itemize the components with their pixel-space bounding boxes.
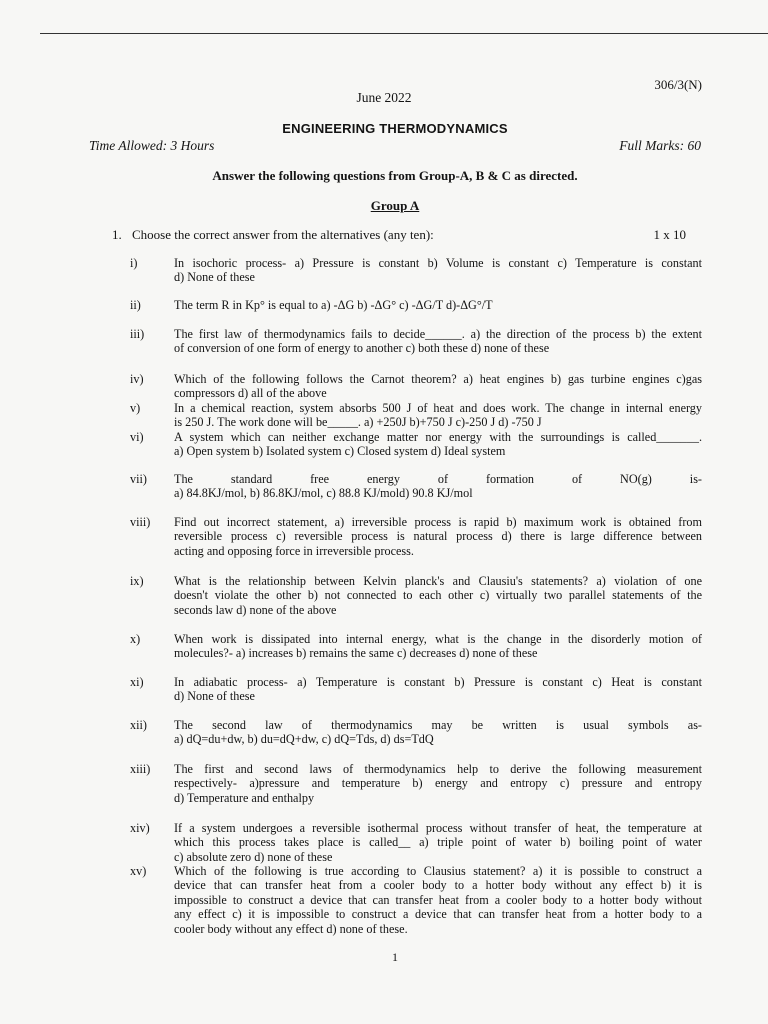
item-text-line: is 250 J. The work done will be_____. a) +250J b)+750 J c)-250 J d) -750 J xyxy=(174,415,542,430)
item-numeral: xi) xyxy=(130,675,144,689)
item-text-line: Find out incorrect statement, a) irreversible process is rapid b) maximum work is obtained from xyxy=(174,515,702,529)
item-numeral: xii) xyxy=(130,718,147,732)
item-text xyxy=(174,675,702,704)
item-text-line: Which of the following follows the Carnot theorem? a) heat engines b) gas turbine engines c)gas xyxy=(174,372,702,386)
top-rule xyxy=(40,33,768,34)
instruction: Answer the following questions from Group-A, B & C as directed. xyxy=(212,168,578,183)
item-numeral: v) xyxy=(130,401,141,415)
item-numeral: vi) xyxy=(130,430,144,444)
item-text-line: c) absolute zero d) none of these xyxy=(174,849,333,864)
item-text-line: a) Open system b) Isolated system c) Closed system d) Ideal system xyxy=(174,444,506,459)
item-text xyxy=(174,864,702,936)
exam-date: June 2022 xyxy=(356,90,412,105)
item-numeral: i) xyxy=(130,256,138,270)
item-text-line: When work is dissipated into internal energy, what is the change in the disorderly motion of xyxy=(174,632,702,646)
item-numeral: xv) xyxy=(130,864,147,878)
item-text-line: which this process takes place is called__ a) triple point of water b) boiling point of water xyxy=(174,835,702,850)
item-text xyxy=(174,327,702,356)
item-text-line: In a chemical reaction, system absorbs 500 J of heat and does work. The change in internal energy xyxy=(174,401,702,415)
item-text-line: respectively- a)pressure and temperature b) energy and entropy c) pressure and entropy xyxy=(174,776,702,791)
time-allowed: Time Allowed: 3 Hours xyxy=(89,138,215,153)
item-numeral: xiii) xyxy=(130,762,151,776)
item-text-line: any effect c) it is impossible to construct a device that can transfer heat from a hotter body to a xyxy=(174,907,702,922)
item-text xyxy=(174,401,702,430)
item-text xyxy=(174,430,702,459)
item-text-line: The first law of thermodynamics fails to decide______. a) the direction of the process b) the extent xyxy=(174,327,702,341)
item-text-line: d) None of these xyxy=(174,689,255,704)
item-numeral: vii) xyxy=(130,472,147,486)
paper-code: 306/3(N) xyxy=(654,77,702,92)
item-text xyxy=(174,718,702,747)
item-text-line: The first and second laws of thermodynamics help to derive the following measurement xyxy=(174,762,702,776)
question-marks: 1 x 10 xyxy=(653,227,686,242)
item-numeral: xiv) xyxy=(130,821,150,835)
item-text-line: seconds law d) none of the above xyxy=(174,602,337,617)
item-text-line: impossible to construct a device that can transfer heat from a cooler body to a hotter body without xyxy=(174,892,702,907)
item-text xyxy=(174,632,702,661)
item-text-line: d) Temperature and enthalpy xyxy=(174,790,315,805)
item-text xyxy=(174,298,702,312)
item-text xyxy=(174,821,702,864)
page-number: 1 xyxy=(392,950,398,964)
item-numeral: ii) xyxy=(130,298,141,312)
exam-title: ENGINEERING THERMODYNAMICS xyxy=(282,121,508,136)
question-text: Choose the correct answer from the alternatives (any ten): xyxy=(132,227,434,242)
item-text-line: The term R in Kp° is equal to a) -ΔG b) -ΔG° c) -ΔG/T d)-ΔG°/T xyxy=(174,298,493,312)
item-text-line: a) 84.8KJ/mol, b) 86.8KJ/mol, c) 88.8 KJ/mold) 90.8 KJ/mol xyxy=(174,486,473,501)
item-text-line: The second law of thermodynamics may be written is usual symbols as- xyxy=(174,718,702,732)
item-text xyxy=(174,372,702,401)
group-heading: Group A xyxy=(370,198,420,213)
item-text-line: compressors d) all of the above xyxy=(174,386,327,401)
item-text-line: If a system undergoes a reversible isothermal process without transfer of heat, the temperature at xyxy=(174,821,702,835)
item-numeral: x) xyxy=(130,632,141,646)
item-text-line: A system which can neither exchange matter nor energy with the surroundings is called_______. xyxy=(174,430,702,444)
item-text-line: What is the relationship between Kelvin planck's and Clausiu's statements? a) violation of one xyxy=(174,574,702,588)
item-text-line: cooler body without any effect d) none of these. xyxy=(174,921,408,936)
full-marks: Full Marks: 60 xyxy=(619,138,701,153)
item-numeral: ix) xyxy=(130,574,144,588)
item-text-line: acting and opposing force in irreversible process. xyxy=(174,543,414,558)
item-text xyxy=(174,515,702,558)
item-numeral: iii) xyxy=(130,327,145,341)
item-text-line: Which of the following is true according to Clausius statement? a) it is possible to construct a xyxy=(174,864,702,878)
question-1 xyxy=(112,227,434,243)
item-text xyxy=(174,472,702,501)
item-numeral: viii) xyxy=(130,515,151,529)
item-text-line: d) None of these xyxy=(174,270,255,285)
item-text-line: In adiabatic process- a) Temperature is constant b) Pressure is constant c) Heat is constant xyxy=(174,675,702,689)
item-text-line: of conversion of one form of energy to another c) both these d) none of these xyxy=(174,341,550,356)
item-text-line: device that can transfer heat from a cooler body to a hotter body without any effect b) it is xyxy=(174,878,702,893)
item-text-line: doesn't violate the other b) not connected to each other c) virtually two parallel statements of the xyxy=(174,588,702,603)
item-text-line: The standard free energy of formation of NO(g) is- xyxy=(174,472,702,486)
item-text xyxy=(174,574,702,617)
item-numeral: iv) xyxy=(130,372,144,386)
item-text-line: In isochoric process- a) Pressure is constant b) Volume is constant c) Temperature is constant xyxy=(174,256,702,270)
item-text-line: a) dQ=du+dw, b) du=dQ+dw, c) dQ=Tds, d) ds=TdQ xyxy=(174,732,434,747)
item-text-line: reversible process c) reversible process is natural process d) there is large difference between xyxy=(174,529,702,544)
question-number: 1. xyxy=(112,227,122,242)
item-text-line: molecules?- a) increases b) remains the same c) decreases d) none of these xyxy=(174,646,538,661)
item-text xyxy=(174,762,702,805)
item-text xyxy=(174,256,702,285)
